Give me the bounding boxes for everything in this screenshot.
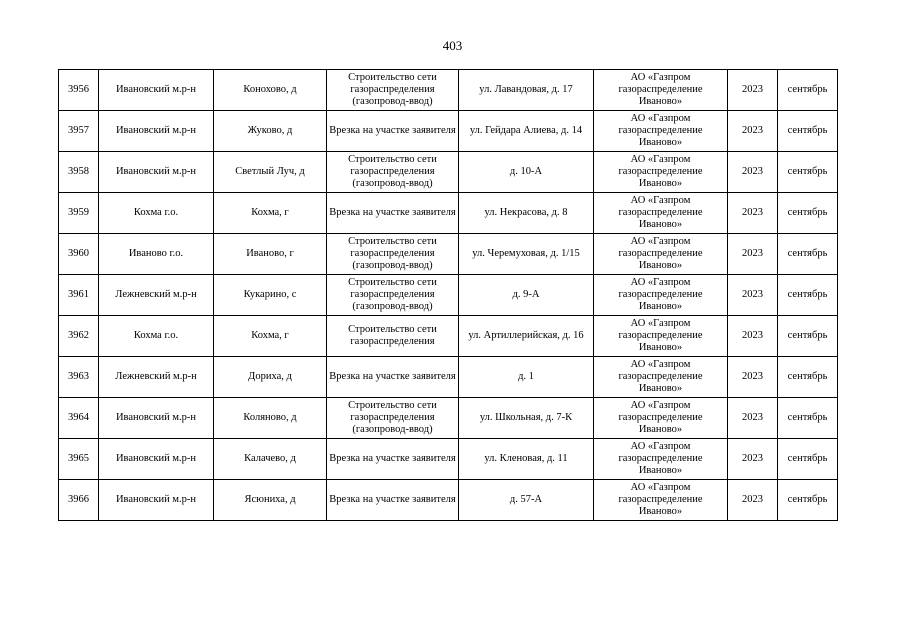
cell-year: 2023 <box>728 480 778 521</box>
cell-work-type: Строительство сети газораспределения (газопровод-ввод) <box>327 152 459 193</box>
table-row <box>59 152 838 193</box>
cell-month: сентябрь <box>778 439 838 480</box>
table-row <box>59 234 838 275</box>
cell-number: 3964 <box>59 398 99 439</box>
cell-district: Кохма г.о. <box>99 316 214 357</box>
table-row <box>59 480 838 521</box>
cell-locality: Калачево, д <box>214 439 327 480</box>
cell-district: Ивановский м.р-н <box>99 480 214 521</box>
cell-organization: АО «Газпром газораспределение Иваново» <box>594 398 728 439</box>
cell-address: д. 57-А <box>459 480 594 521</box>
cell-number: 3960 <box>59 234 99 275</box>
cell-number: 3966 <box>59 480 99 521</box>
cell-locality: Коляново, д <box>214 398 327 439</box>
cell-year: 2023 <box>728 234 778 275</box>
cell-year: 2023 <box>728 193 778 234</box>
cell-work-type: Строительство сети газораспределения (газопровод-ввод) <box>327 70 459 111</box>
cell-work-type: Врезка на участке заявителя <box>327 111 459 152</box>
cell-locality: Кохма, г <box>214 193 327 234</box>
cell-month: сентябрь <box>778 234 838 275</box>
cell-address: д. 9-А <box>459 275 594 316</box>
table-row <box>59 193 838 234</box>
cell-number: 3958 <box>59 152 99 193</box>
table-body <box>59 70 838 521</box>
cell-locality: Кукарино, с <box>214 275 327 316</box>
cell-number: 3962 <box>59 316 99 357</box>
cell-district: Лежневский м.р-н <box>99 357 214 398</box>
cell-address: ул. Гейдара Алиева, д. 14 <box>459 111 594 152</box>
cell-number: 3956 <box>59 70 99 111</box>
registry-table <box>58 69 838 521</box>
cell-district: Кохма г.о. <box>99 193 214 234</box>
cell-organization: АО «Газпром газораспределение Иваново» <box>594 234 728 275</box>
cell-address: д. 10-А <box>459 152 594 193</box>
cell-year: 2023 <box>728 275 778 316</box>
cell-year: 2023 <box>728 152 778 193</box>
cell-month: сентябрь <box>778 152 838 193</box>
cell-month: сентябрь <box>778 480 838 521</box>
cell-locality: Кохма, г <box>214 316 327 357</box>
cell-address: ул. Некрасова, д. 8 <box>459 193 594 234</box>
cell-month: сентябрь <box>778 357 838 398</box>
cell-number: 3963 <box>59 357 99 398</box>
page-number: 403 <box>442 38 463 53</box>
cell-month: сентябрь <box>778 275 838 316</box>
cell-district: Иваново г.о. <box>99 234 214 275</box>
cell-work-type: Врезка на участке заявителя <box>327 439 459 480</box>
cell-locality: Светлый Луч, д <box>214 152 327 193</box>
cell-organization: АО «Газпром газораспределение Иваново» <box>594 316 728 357</box>
cell-organization: АО «Газпром газораспределение Иваново» <box>594 193 728 234</box>
cell-year: 2023 <box>728 111 778 152</box>
cell-address: ул. Лавандовая, д. 17 <box>459 70 594 111</box>
cell-number: 3959 <box>59 193 99 234</box>
table-row <box>59 316 838 357</box>
cell-organization: АО «Газпром газораспределение Иваново» <box>594 152 728 193</box>
cell-locality: Дориха, д <box>214 357 327 398</box>
cell-month: сентябрь <box>778 193 838 234</box>
cell-district: Ивановский м.р-н <box>99 111 214 152</box>
cell-work-type: Врезка на участке заявителя <box>327 480 459 521</box>
cell-work-type: Врезка на участке заявителя <box>327 193 459 234</box>
cell-work-type: Строительство сети газораспределения (газопровод-ввод) <box>327 234 459 275</box>
cell-number: 3965 <box>59 439 99 480</box>
cell-address: ул. Артиллерийская, д. 16 <box>459 316 594 357</box>
cell-address: ул. Кленовая, д. 11 <box>459 439 594 480</box>
cell-address: ул. Школьная, д. 7-К <box>459 398 594 439</box>
cell-year: 2023 <box>728 357 778 398</box>
cell-district: Лежневский м.р-н <box>99 275 214 316</box>
cell-locality: Жуково, д <box>214 111 327 152</box>
cell-month: сентябрь <box>778 111 838 152</box>
cell-year: 2023 <box>728 398 778 439</box>
cell-district: Ивановский м.р-н <box>99 439 214 480</box>
cell-organization: АО «Газпром газораспределение Иваново» <box>594 357 728 398</box>
table-row <box>59 439 838 480</box>
cell-work-type: Врезка на участке заявителя <box>327 357 459 398</box>
table-row <box>59 398 838 439</box>
cell-organization: АО «Газпром газораспределение Иваново» <box>594 70 728 111</box>
cell-organization: АО «Газпром газораспределение Иваново» <box>594 480 728 521</box>
table-row <box>59 275 838 316</box>
cell-work-type: Строительство сети газораспределения (газопровод-ввод) <box>327 275 459 316</box>
cell-organization: АО «Газпром газораспределение Иваново» <box>594 111 728 152</box>
cell-work-type: Строительство сети газораспределения (газопровод-ввод) <box>327 398 459 439</box>
cell-organization: АО «Газпром газораспределение Иваново» <box>594 439 728 480</box>
cell-district: Ивановский м.р-н <box>99 70 214 111</box>
cell-month: сентябрь <box>778 316 838 357</box>
cell-month: сентябрь <box>778 398 838 439</box>
cell-locality: Иваново, г <box>214 234 327 275</box>
cell-organization: АО «Газпром газораспределение Иваново» <box>594 275 728 316</box>
cell-year: 2023 <box>728 316 778 357</box>
cell-work-type: Строительство сети газораспределения <box>327 316 459 357</box>
cell-month: сентябрь <box>778 70 838 111</box>
cell-address: д. 1 <box>459 357 594 398</box>
table-row <box>59 70 838 111</box>
cell-address: ул. Черемуховая, д. 1/15 <box>459 234 594 275</box>
cell-district: Ивановский м.р-н <box>99 398 214 439</box>
cell-number: 3961 <box>59 275 99 316</box>
cell-year: 2023 <box>728 439 778 480</box>
cell-district: Ивановский м.р-н <box>99 152 214 193</box>
cell-year: 2023 <box>728 70 778 111</box>
cell-number: 3957 <box>59 111 99 152</box>
cell-locality: Конохово, д <box>214 70 327 111</box>
table-row <box>59 357 838 398</box>
table-row <box>59 111 838 152</box>
cell-locality: Ясюниха, д <box>214 480 327 521</box>
